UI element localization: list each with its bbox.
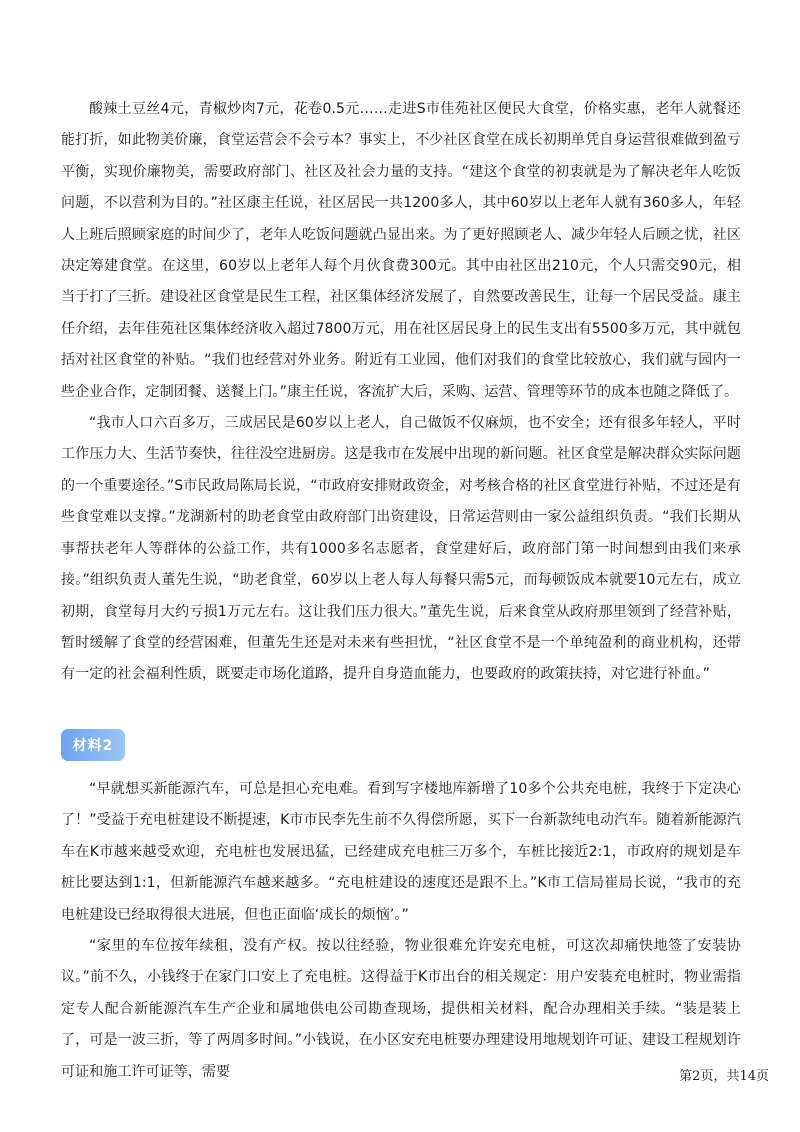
page-number: 第2页，共14页 <box>679 1069 769 1084</box>
paragraph: 酸辣土豆丝4元，青椒炒肉7元，花卷0.5元……走进S市佳苑社区便民大食堂，价格实惠，老年人就餐还能打折，如此物美价廉，食堂运营会不会亏本？事实上，不少社区食堂在成长初期单凭自身运营很难做到盈亏平衡，实现价廉物美，需要政府部门、社区及社会力量的支持。“建这个食堂的初衷就是为了解决老年人吃饭问题，不以营利为目的。”社区康主任说，社区居民一共1200多人，其中60岁以上老年人就有360多人，年轻人上班后照顾家庭的时间少了，老年人吃饭问题就凸显出来。为了更好照顾老人、减少年轻人后顾之忧，社区决定筹建食堂。在这里，60岁以上老年人每个月伙食费300元。其中由社区出210元，个人只需交90元，相当于打了三折。建设社区食堂是民生工程，社区集体经济发展了，自然要改善民生，让每一个居民受益。康主任介绍，去年佳苑社区集体经济收入超过7800万元，用在社区居民身上的民生支出有5500多万元，其中就包括对社区食堂的补贴。“我们也经营对外业务。附近有工业园，他们对我们的食堂比较放心，我们就与园内一些企业合作，定制团餐、送餐上门。”康主任说，客流扩大后，采购、运营、管理等环节的成本也随之降低了。 <box>61 101 741 400</box>
paragraph: “我市人口六百多万，三成居民是60岁以上老人，自己做饭不仅麻烦，也不安全；还有很多年轻人，平时工作压力大、生活节奏快，往往没空进厨房。这是我市在发展中出现的新问题。社区食堂是解决群众实际问题的一个重要途径。”S市民政局陈局长说，“市政府安排财政资金，对考核合格的社区食堂进行补贴，不过还是有些食堂难以支撑。”龙湖新村的助老食堂由政府部门出资建设，日常运营则由一家公益组织负责。“我们长期从事帮扶老年人等群体的公益工作，共有1000多名志愿者，食堂建好后，政府部门第一时间想到由我们来承接。”组织负责人董先生说，“助老食堂，60岁以上老人每人每餐只需5元，而每顿饭成本就要10元左右，成立初期，食堂每月大约亏损1万元左右。这让我们压力很大。”董先生说，后来食堂从政府那里领到了经营补贴，暂时缓解了食堂的经营困难，但董先生还是对未来有些担忧，“社区食堂不是一个单纯盈利的商业机构，还带有一定的社会福利性质，既要走市场化道路，提升自身造血能力，也要政府的政策扶持，对它进行补血。” <box>61 415 741 683</box>
material-1-body <box>61 94 741 691</box>
paragraph: “早就想买新能源汽车，可总是担心充电难。看到写字楼地库新增了10多个公共充电桩，我终于下定决心了！”受益于充电桩建设不断提速，K市市民李先生前不久得偿所愿，买下一台新款纯电动汽车。随着新能源汽车在K市越来越受欢迎，充电桩也发展迅猛，已经建成充电桩三万多个，车桩比接近2:1，市政府的规划是车桩比要达到1:1，但新能源汽车越来越多。“充电桩建设的速度还是跟不上。”K市工信局崔局长说，“我市的充电桩建设已经取得很大进展，但也正面临‘成长的烦恼’。” <box>61 781 741 923</box>
material-2-body <box>61 774 741 1088</box>
section-label-material-2: 材料2 <box>61 729 125 761</box>
paragraph: “家里的车位按年续租，没有产权。按以往经验，物业很难允许安充电桩，可这次却痛快地签了安装协议。”前不久，小钱终于在家门口安上了充电桩。这得益于K市出台的相关规定：用户安装充电桩时，物业需指定专人配合新能源汽车生产企业和属地供电公司勘查现场，提供相关材料，配合办理相关手续。“装是装上了，可是一波三折，等了两周多时间。”小钱说，在小区安充电桩要办理建设用地规划许可证、建设工程规划许可证和施工许可证等，需要 <box>61 938 741 1080</box>
